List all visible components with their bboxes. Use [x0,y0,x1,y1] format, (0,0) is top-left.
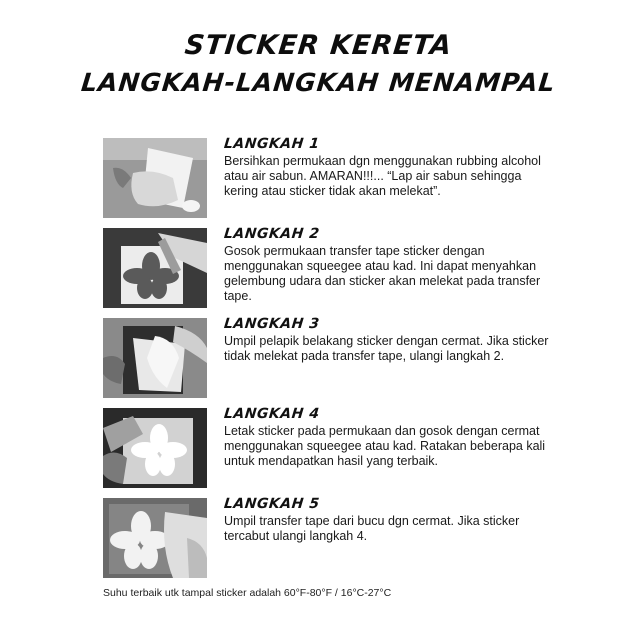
step-5-image [103,498,207,578]
step-2-title: LANGKAH 2 [223,226,321,242]
step-2 [103,228,583,310]
step-4 [103,408,583,490]
step-1-text: Bersihkan permukaan dgn menggunakan rubbing alcohol atau air sabun. AMARAN!!!... “Lap air sabun sehingga kering atau sticker tidak akan melekat”. [224,154,541,198]
temperature-note: Suhu terbaik utk tampal sticker adalah 60°F-80°F / 16°C-27°C [103,587,392,599]
step-1-title: LANGKAH 1 [223,136,321,152]
page-title: STICKER KERETA [183,30,454,61]
step-5 [103,498,583,580]
step-2-image [103,228,207,308]
step-3-image [103,318,207,398]
step-2-text: Gosok permukaan transfer tape sticker dengan menggunakan squeegee atau kad. Ini dapat menyahkan gelembung udara dan sticker akan melekat pada transfer tape. [224,244,541,303]
step-1-image [103,138,207,218]
step-4-text: Letak sticker pada permukaan dan gosok dengan cermat menggunakan squeegee atau kad. Ratakan beberapa kali untuk mendapatkan hasil yang terbaik. [224,424,546,468]
step-3 [103,318,583,400]
step-3-text: Umpil pelapik belakang sticker dengan cermat. Jika sticker tidak melekat pada transfer tape, ulangi langkah 2. [224,334,549,363]
step-3-title: LANGKAH 3 [223,316,321,332]
step-4-image [103,408,207,488]
page-subtitle: LANGKAH-LANGKAH MENAMPAL [79,68,558,97]
step-5-text: Umpil transfer tape dari bucu dgn cermat. Jika sticker tercabut ulangi langkah 4. [224,514,520,543]
step-5-title: LANGKAH 5 [223,496,321,512]
step-4-title: LANGKAH 4 [223,406,321,422]
step-1 [103,138,583,220]
